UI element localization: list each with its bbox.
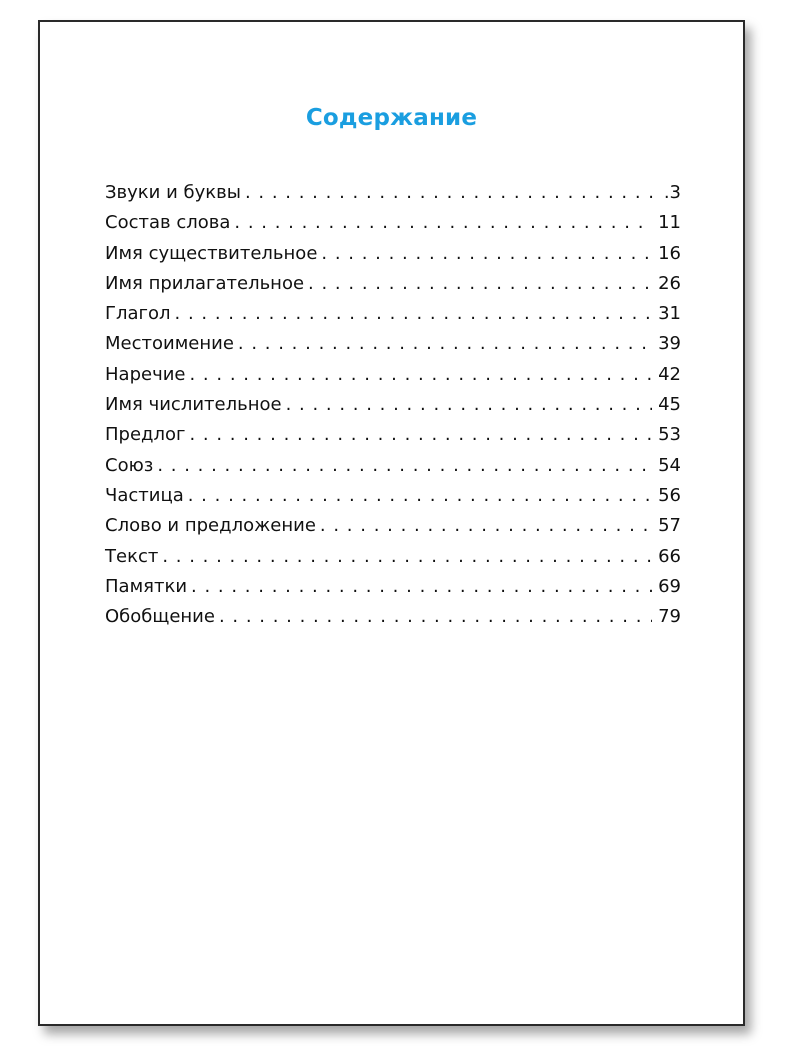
toc-entry[interactable] [105, 182, 681, 212]
toc-dot-leader [320, 515, 652, 536]
toc-entry-label: Звуки и буквы [105, 182, 241, 203]
toc-entry-label: Местоимение [105, 333, 234, 355]
toc-entry-label: Наречие [105, 363, 186, 385]
toc-entry[interactable] [105, 303, 681, 333]
toc-dot-leader [238, 333, 652, 354]
toc-entry[interactable] [105, 576, 681, 606]
toc-entry-page: 56 [658, 484, 681, 506]
toc-entry-page: 31 [658, 303, 681, 325]
toc-entry[interactable] [105, 606, 681, 636]
toc-entry[interactable] [105, 515, 681, 545]
page-title: Содержание [305, 105, 478, 131]
toc-dot-leader [245, 182, 658, 203]
toc-entry[interactable] [105, 333, 681, 363]
toc-entry-label: Глагол [105, 303, 171, 325]
toc-entry-page: 39 [658, 333, 681, 355]
toc-entry[interactable] [105, 394, 681, 424]
toc-entry-label: Памятки [105, 575, 188, 597]
toc-entry[interactable] [105, 273, 681, 303]
toc-entry-page: 11 [658, 212, 681, 234]
toc-entry-page: 66 [658, 545, 681, 567]
toc-entry-label: Предлог [105, 424, 186, 446]
toc-entry-page: 57 [658, 515, 681, 537]
toc-dot-leader [321, 243, 652, 264]
toc-entry-page: 42 [658, 363, 681, 385]
toc-entry-label: Обобщение [105, 606, 215, 628]
toc-entry-page: 16 [658, 242, 681, 264]
toc-entry[interactable] [105, 546, 681, 576]
toc-entry-label: Имя прилагательное [105, 272, 305, 294]
toc-entry-label: Текст [105, 545, 159, 567]
toc-entry-page: 45 [658, 394, 681, 416]
table-of-contents [105, 182, 681, 636]
toc-entry-page: 26 [658, 272, 681, 294]
toc-dot-leader [157, 455, 652, 476]
toc-entry[interactable] [105, 243, 681, 273]
document-page [38, 20, 745, 1026]
toc-entry-label: Имя числительное [105, 394, 282, 416]
toc-entry[interactable] [105, 455, 681, 485]
toc-entry-label: Частица [105, 484, 184, 506]
toc-entry-label: Состав слова [105, 212, 231, 234]
toc-entry-page: 54 [658, 454, 681, 476]
toc-entry[interactable] [105, 364, 681, 394]
toc-entry[interactable] [105, 212, 681, 242]
toc-dot-leader [191, 576, 652, 597]
toc-dot-leader [286, 394, 653, 415]
toc-entry-page: 53 [658, 424, 681, 446]
toc-entry-label: Союз [105, 454, 154, 476]
toc-dot-leader [219, 606, 652, 627]
toc-dot-leader [175, 303, 653, 324]
toc-entry-page: 69 [658, 575, 681, 597]
toc-entry-label: Имя существительное [105, 242, 318, 264]
toc-dot-leader [189, 364, 652, 385]
toc-entry[interactable] [105, 485, 681, 515]
toc-dot-leader [189, 424, 652, 445]
toc-entry-label: Слово и предложение [105, 515, 316, 537]
toc-dot-leader [188, 485, 652, 506]
toc-dot-leader [234, 212, 652, 233]
toc-dot-leader [308, 273, 652, 294]
toc-entry-page: 79 [658, 606, 681, 628]
toc-entry-page: .3 [663, 182, 681, 203]
toc-dot-leader [162, 546, 652, 567]
toc-entry[interactable] [105, 424, 681, 454]
